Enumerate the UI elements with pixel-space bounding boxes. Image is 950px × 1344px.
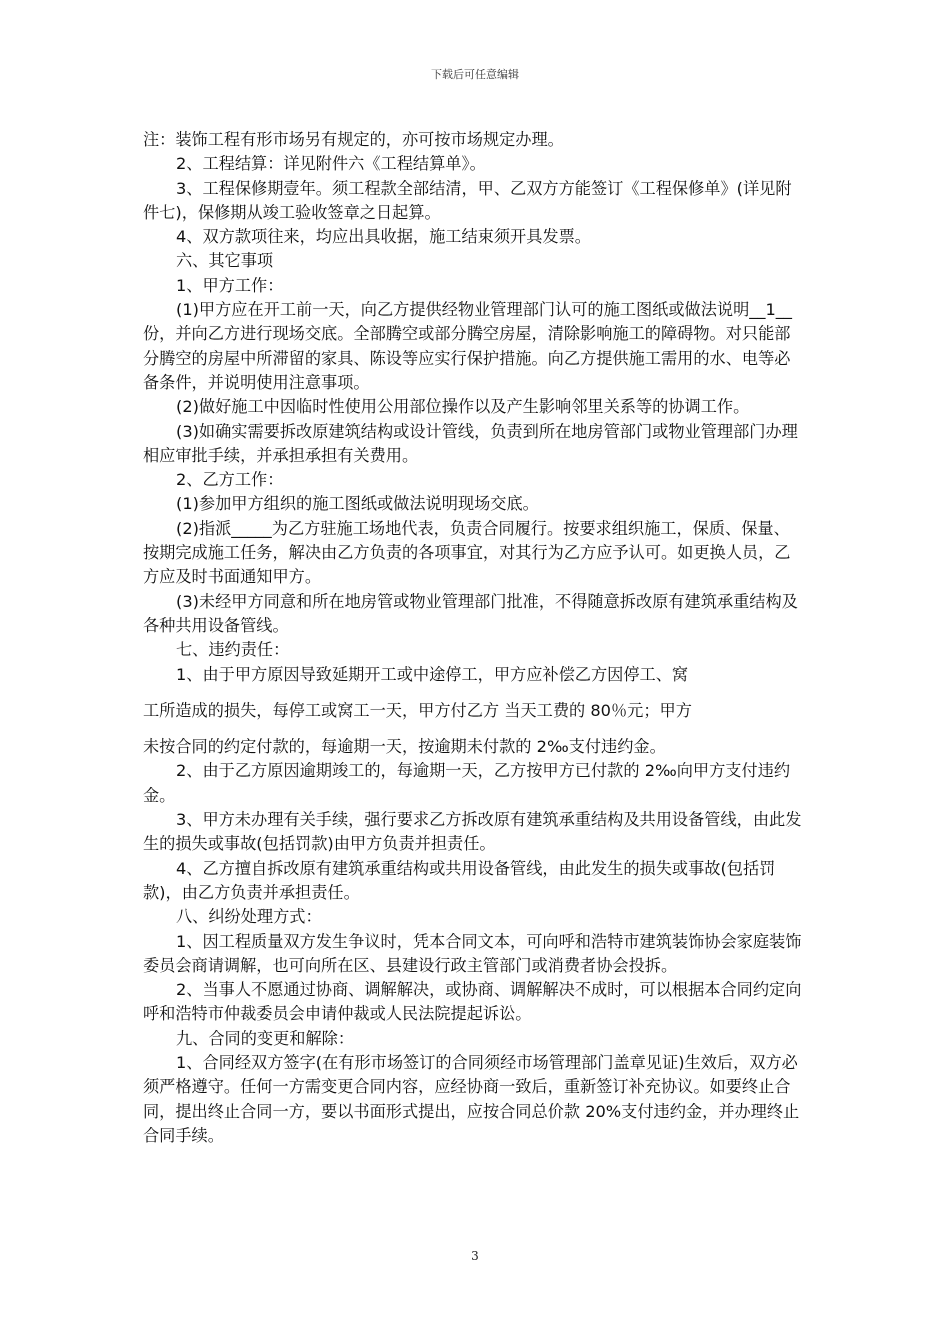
- subheading-party-b: 2、乙方工作：: [176, 470, 284, 490]
- section-heading-9: 九、合同的变更和解除：: [176, 1028, 355, 1048]
- paragraph-b2: (2)指派_____为乙方驻施工场地代表，负责合同履行。按要求组织施工，保质、保量、按期完成施工任务，解决由乙方负责的各项事宜，对其行为乙方应予认可。如更换人员，乙方应及时书面通知甲方。: [143, 518, 791, 587]
- paragraph-dispute-1: 1、因工程质量双方发生争议时，凭本合同文本，可向呼和浩特市建筑装饰协会家庭装饰委员会商请调解，也可向所在区、县建设行政主管部门或消费者协会投拆。: [143, 931, 802, 975]
- paragraph-change-1: 1、合同经双方签字(在有形市场签订的合同须经市场管理部门盖章见证)生效后，双方必须严格遵守。任何一方需变更合同内容，应经协商一致后，重新签订补充协议。如要终止合同，提出终止合同一方，要以书面形式提出，应按合同总价款 20%支付违约金，并办理终止合同手续。: [143, 1052, 800, 1145]
- paragraph-breach-1-line1: 1、由于甲方原因导致延期开工或中途停工，甲方应补偿乙方因停工、窝: [176, 664, 689, 684]
- page-number: 3: [471, 1249, 479, 1263]
- subheading-party-a: 1、甲方工作：: [176, 275, 284, 295]
- paragraph-settlement: 2、工程结算：详见附件六《工程结算单》。: [176, 154, 486, 174]
- section-heading-8: 八、纠纷处理方式：: [176, 907, 322, 927]
- paragraph-payments: 4、双方款项往来，均应出具收据，施工结束须开具发票。: [176, 227, 591, 247]
- paragraph-b1: (1)参加甲方组织的施工图纸或做法说明现场交底。: [176, 494, 539, 514]
- paragraph-dispute-2: 2、当事人不愿通过协商、调解解决，或协商、调解解决不成时，可以根据本合同约定向呼和浩特市仲裁委员会申请仲裁或人民法院提起诉讼。: [143, 980, 802, 1024]
- paragraph-a2: (2)做好施工中因临时性使用公用部位操作以及产生影响邻里关系等的协调工作。: [176, 397, 750, 417]
- section-heading-7: 七、违约责任：: [176, 640, 290, 660]
- paragraph-warranty: 3、工程保修期壹年。须工程款全部结清，甲、乙双方方能签订《工程保修单》(详见附件七)，保修期从竣工验收签章之日起算。: [143, 178, 792, 222]
- paragraph-breach-1-line3: 未按合同的约定付款的，每逾期一天，按逾期未付款的 2‰支付违约金。: [143, 737, 666, 757]
- paragraph-a3: (3)如确实需要拆改原建筑结构或设计管线，负责到所在地房管部门或物业管理部门办理相应审批手续，并承担承担有关费用。: [143, 421, 798, 465]
- paragraph-breach-1-line2: 工所造成的损失，每停工或窝工一天，甲方付乙方 当天工费的 80％元；甲方: [143, 700, 692, 720]
- document-body: [143, 128, 805, 1148]
- paragraph-note: 注：装饰工程有形市场另有规定的，亦可按市场规定办理。: [143, 130, 564, 149]
- paragraph-a1: (1)甲方应在开工前一天，向乙方提供经物业管理部门认可的施工图纸或做法说明__1__份，并向乙方进行现场交底。全部腾空或部分腾空房屋，清除影响施工的障碍物。对只能部分腾空的房屋中所滞留的家具、陈设等应实行保护措施。向乙方提供施工需用的水、电等必备条件，并说明使用注意事项。: [143, 300, 792, 392]
- paragraph-breach-4: 4、乙方擅自拆改原有建筑承重结构或共用设备管线，由此发生的损失或事故(包括罚款)，由乙方负责并承担责任。: [143, 858, 776, 902]
- section-heading-6: 六、其它事项: [176, 251, 274, 271]
- paragraph-breach-2: 2、由于乙方原因逾期竣工的，每逾期一天，乙方按甲方已付款的 2‰向甲方支付违约金。: [143, 761, 791, 805]
- paragraph-b3: (3)未经甲方同意和所在地房管或物业管理部门批准，不得随意拆改原有建筑承重结构及各种共用设备管线。: [143, 591, 798, 635]
- page-header: 下载后可任意编辑: [431, 68, 519, 81]
- paragraph-breach-3: 3、甲方未办理有关手续，强行要求乙方拆改原有建筑承重结构及共用设备管线，由此发生的损失或事故(包括罚款)由甲方负责并担责任。: [143, 810, 802, 854]
